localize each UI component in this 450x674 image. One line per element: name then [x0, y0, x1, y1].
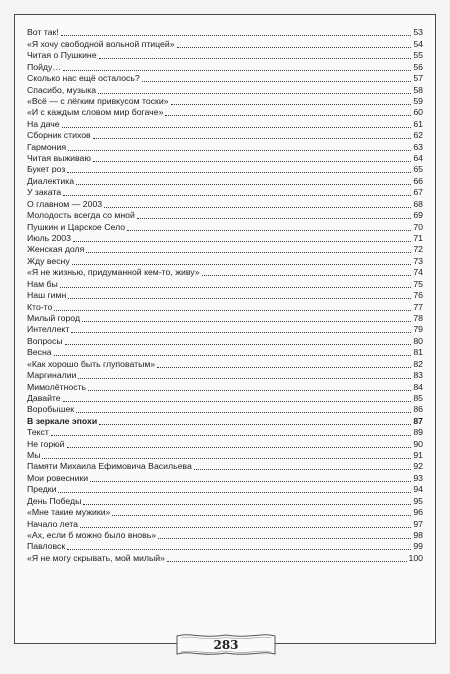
- toc-entry-title: Памяти Михаила Ефимовича Васильева: [27, 461, 192, 472]
- toc-entry-title: В зеркале эпохи: [27, 415, 98, 426]
- dot-leader: [61, 35, 412, 36]
- toc-entry-page: 85: [413, 392, 423, 403]
- toc-entry-title: «Всё — с лёгким привкусом тоски»: [27, 95, 169, 106]
- toc-entry-page: 76: [413, 290, 423, 301]
- toc-entry: [27, 221, 423, 232]
- dot-leader: [65, 344, 412, 345]
- toc-entry-title: Читая выживаю: [27, 153, 91, 164]
- toc-entry-page: 67: [413, 187, 423, 198]
- toc-entry-page: 82: [413, 358, 423, 369]
- toc-entry-page: 65: [413, 164, 423, 175]
- dot-leader: [62, 127, 412, 128]
- dot-leader: [67, 172, 411, 173]
- toc-entry-page: 78: [413, 312, 423, 323]
- dot-leader: [99, 424, 411, 425]
- toc-entry-page: 93: [413, 472, 423, 483]
- dot-leader: [60, 287, 412, 288]
- toc-entry-page: 57: [413, 73, 423, 84]
- toc-entry-page: 60: [413, 107, 423, 118]
- dot-leader: [98, 93, 411, 94]
- toc-entry-title: Интеллект: [27, 324, 70, 335]
- toc-entry: [27, 61, 423, 72]
- toc-entry: [27, 541, 423, 552]
- dot-leader: [68, 298, 411, 299]
- dot-leader: [158, 538, 411, 539]
- toc-entry-page: 70: [413, 221, 423, 232]
- toc-entry: [27, 358, 423, 369]
- toc-entry: [27, 461, 423, 472]
- toc-entry: [27, 198, 423, 209]
- toc-entry-page: 86: [413, 404, 423, 415]
- dot-leader: [83, 504, 411, 505]
- toc-entry-page: 72: [413, 244, 423, 255]
- toc-entry-title: Спасибо, музыка: [27, 84, 97, 95]
- toc-entry: [27, 96, 423, 107]
- toc-entry-title: Давайте: [27, 392, 61, 403]
- toc-entry-page: 73: [413, 255, 423, 266]
- toc-entry: [27, 335, 423, 346]
- toc-entry-page: 55: [413, 50, 423, 61]
- toc-entry-title: Мы: [27, 450, 41, 461]
- toc-entry-page: 66: [413, 175, 423, 186]
- toc-entry-title: Диалектика: [27, 175, 75, 186]
- toc-entry: [27, 84, 423, 95]
- toc-entry-page: 92: [413, 461, 423, 472]
- toc-entry-title: Весна: [27, 347, 52, 358]
- toc-entry-page: 95: [413, 495, 423, 506]
- toc-entry: [27, 278, 423, 289]
- toc-entry-page: 54: [413, 38, 423, 49]
- toc-entry-title: «Ах, если б можно было вновь»: [27, 529, 157, 540]
- toc-entry: [27, 495, 423, 506]
- toc-entry-page: 83: [413, 370, 423, 381]
- toc-entry-page: 74: [413, 267, 423, 278]
- dot-leader: [157, 367, 411, 368]
- dot-leader: [67, 549, 411, 550]
- toc-entry: [27, 450, 423, 461]
- toc-entry: [27, 38, 423, 49]
- toc-entry-title: Текст: [27, 427, 49, 438]
- toc-entry: [27, 233, 423, 244]
- toc-entry: [27, 301, 423, 312]
- toc-entry-page: 69: [413, 210, 423, 221]
- toc-entry: [27, 290, 423, 301]
- toc-entry: [27, 484, 423, 495]
- toc-entry-page: 64: [413, 153, 423, 164]
- dot-leader: [171, 104, 412, 105]
- toc-entry-page: 84: [413, 381, 423, 392]
- toc-entry: [27, 530, 423, 541]
- toc-entry-title: Жду весну: [27, 255, 70, 266]
- toc-entry-title: Вот так!: [27, 27, 59, 38]
- toc-entry-page: 53: [413, 27, 423, 38]
- toc-entry-title: Гармония: [27, 141, 67, 152]
- dot-leader: [127, 230, 411, 231]
- toc-entry-page: 63: [413, 141, 423, 152]
- toc-entry-title: «Я не могу скрывать, мой милый»: [27, 552, 165, 563]
- dot-leader: [93, 138, 412, 139]
- toc-entry-page: 98: [413, 529, 423, 540]
- toc-entry-page: 94: [413, 484, 423, 495]
- toc-entry-title: На даче: [27, 118, 60, 129]
- toc-entry-page: 61: [413, 118, 423, 129]
- dot-leader: [76, 184, 411, 185]
- dot-leader: [58, 492, 411, 493]
- toc-entry: [27, 255, 423, 266]
- toc-entry-title: Пушкин и Царское Село: [27, 221, 126, 232]
- toc-entry: [27, 415, 423, 426]
- toc-entry-title: Нам бы: [27, 278, 58, 289]
- toc-entry-title: Женская доля: [27, 244, 85, 255]
- dot-leader: [63, 70, 411, 71]
- toc-entry-title: Читая о Пушкине: [27, 50, 97, 61]
- toc-entry: [27, 313, 423, 324]
- dot-leader: [68, 150, 411, 151]
- toc-entry-title: Мои ровесники: [27, 472, 89, 483]
- toc-entry: [27, 164, 423, 175]
- toc-entry: [27, 347, 423, 358]
- toc-entry: [27, 244, 423, 255]
- toc-entry-page: 99: [413, 541, 423, 552]
- toc-entry-page: 89: [413, 427, 423, 438]
- page-number-banner: [175, 632, 277, 658]
- toc-entry-title: Маргиналии: [27, 370, 77, 381]
- dot-leader: [73, 241, 411, 242]
- toc-entry: [27, 50, 423, 61]
- toc-entry: [27, 187, 423, 198]
- toc-entry-page: 58: [413, 84, 423, 95]
- toc-entry-page: 71: [413, 233, 423, 244]
- dot-leader: [142, 81, 412, 82]
- toc-entry-title: Сколько нас ещё осталось?: [27, 73, 140, 84]
- toc-entry-page: 56: [413, 61, 423, 72]
- dot-leader: [104, 207, 411, 208]
- dot-leader: [80, 527, 411, 528]
- toc-entry-title: Павловск: [27, 541, 66, 552]
- toc-entry-page: 77: [413, 301, 423, 312]
- dot-leader: [99, 58, 412, 59]
- dot-leader: [112, 515, 411, 516]
- toc-entry-title: Наш гимн: [27, 290, 67, 301]
- dot-leader: [54, 355, 412, 356]
- toc-entry-title: «Мне такие мужики»: [27, 507, 111, 518]
- toc-entry-title: Июль 2003: [27, 233, 71, 244]
- dot-leader: [63, 401, 412, 402]
- toc-entry-title: О главном — 2003: [27, 198, 103, 209]
- toc-entry: [27, 107, 423, 118]
- toc-entry-title: Не горюй: [27, 438, 65, 449]
- toc-entry-page: 96: [413, 507, 423, 518]
- dot-leader: [51, 435, 411, 436]
- toc-entry: [27, 175, 423, 186]
- dot-leader: [177, 47, 412, 48]
- toc-entry: [27, 210, 423, 221]
- toc-entry: [27, 130, 423, 141]
- dot-leader: [63, 195, 411, 196]
- toc-entry-page: 87: [413, 415, 423, 426]
- toc-entry-title: «Я хочу свободной вольной птицей»: [27, 38, 175, 49]
- page-number: 283: [213, 638, 239, 652]
- dot-leader: [76, 412, 411, 413]
- toc-entry-page: 81: [413, 347, 423, 358]
- toc-entry: [27, 153, 423, 164]
- toc-entry: [27, 267, 423, 278]
- toc-entry: [27, 404, 423, 415]
- dot-leader: [165, 115, 411, 116]
- dot-leader: [86, 252, 411, 253]
- toc-entry-title: Пойду…: [27, 61, 62, 72]
- toc-entry-title: Предки: [27, 484, 57, 495]
- toc-entry-page: 100: [408, 552, 423, 563]
- dot-leader: [82, 321, 411, 322]
- dot-leader: [93, 161, 411, 162]
- toc-entry-page: 59: [413, 95, 423, 106]
- toc-entry-page: 97: [413, 518, 423, 529]
- toc-entry: [27, 324, 423, 335]
- toc-entry-title: Кто-то: [27, 301, 53, 312]
- toc-entry-title: Воробышек: [27, 404, 75, 415]
- toc-entry-title: День Победы: [27, 495, 82, 506]
- toc-entry-title: «Как хорошо быть глуповатым»: [27, 358, 156, 369]
- toc-entry: [27, 370, 423, 381]
- page-frame: [14, 14, 436, 644]
- toc-entry-title: Сборник стихов: [27, 130, 91, 141]
- toc-entry: [27, 518, 423, 529]
- toc-entry: [27, 118, 423, 129]
- toc-entry-title: «Я не жизнью, придуманной кем-то, живу»: [27, 267, 200, 278]
- toc-entry: [27, 427, 423, 438]
- toc-entry-page: 80: [413, 335, 423, 346]
- toc-entry-title: Начало лета: [27, 518, 79, 529]
- dot-leader: [72, 264, 412, 265]
- dot-leader: [202, 275, 412, 276]
- toc-entry-title: Милый город: [27, 312, 81, 323]
- toc-entry-page: 62: [413, 130, 423, 141]
- toc-entry-page: 68: [413, 198, 423, 209]
- toc-entry: [27, 27, 423, 38]
- toc-entry: [27, 73, 423, 84]
- toc-entry-page: 75: [413, 278, 423, 289]
- toc-entry-page: 90: [413, 438, 423, 449]
- dot-leader: [90, 481, 411, 482]
- dot-leader: [71, 332, 411, 333]
- toc-entry-title: Мимолётность: [27, 381, 87, 392]
- dot-leader: [88, 390, 411, 391]
- toc-entry-page: 79: [413, 324, 423, 335]
- dot-leader: [67, 447, 412, 448]
- dot-leader: [194, 469, 412, 470]
- toc-entry-title: Букет роз: [27, 164, 66, 175]
- toc-entry-title: Молодость всегда со мной: [27, 210, 135, 221]
- dot-leader: [42, 458, 411, 459]
- toc-entry-title: У заката: [27, 187, 62, 198]
- toc-entry: [27, 141, 423, 152]
- dot-leader: [54, 310, 411, 311]
- toc-entry: [27, 438, 423, 449]
- table-of-contents: [27, 27, 423, 564]
- toc-entry-title: «И с каждым словом мир богаче»: [27, 107, 164, 118]
- toc-entry: [27, 507, 423, 518]
- toc-entry: [27, 472, 423, 483]
- toc-entry: [27, 381, 423, 392]
- dot-leader: [167, 561, 407, 562]
- dot-leader: [78, 378, 411, 379]
- dot-leader: [137, 218, 411, 219]
- toc-entry: [27, 393, 423, 404]
- toc-entry: [27, 552, 423, 563]
- toc-entry-page: 91: [413, 450, 423, 461]
- toc-entry-title: Вопросы: [27, 335, 63, 346]
